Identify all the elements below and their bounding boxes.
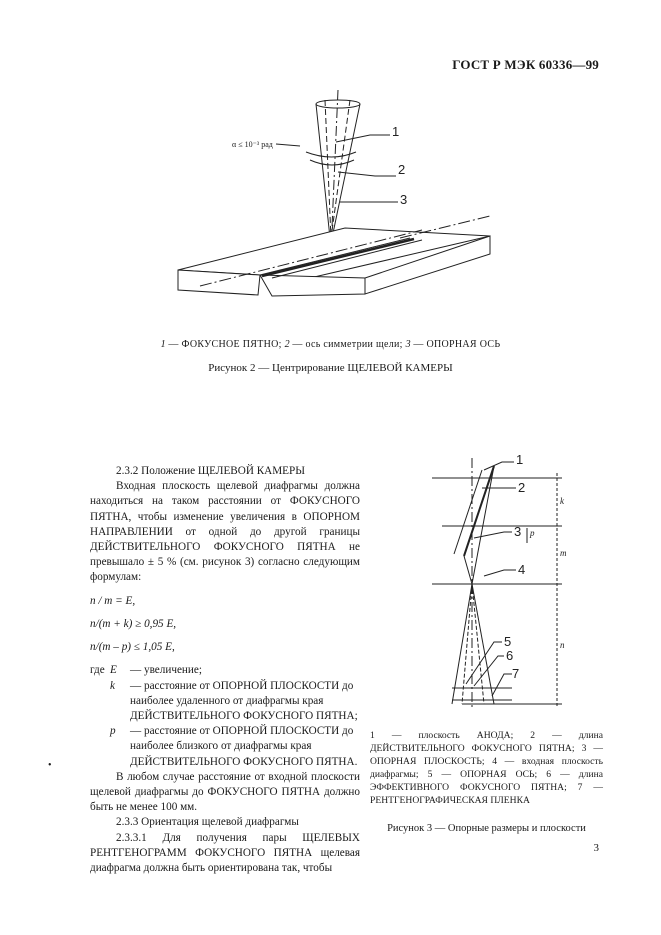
dim-m: m — [560, 548, 567, 558]
formula-3: n/(m – p) ≤ 1,05 E, — [90, 641, 175, 654]
fig3-callout-5: 5 — [504, 634, 512, 649]
definition-item: E — увеличение; — [110, 664, 202, 677]
document-header: ГОСТ Р МЭК 60336—99 — [452, 57, 599, 72]
fig3-callout-1: 1 — [516, 452, 524, 467]
fig3-callout-6: 6 — [506, 648, 514, 663]
fig3-callout-7: 7 — [512, 666, 520, 681]
dim-n: n — [560, 640, 565, 650]
dim-k: k — [560, 496, 564, 506]
subsection-heading: 2.3.3 Ориентация щелевой диафрагмы — [116, 816, 299, 829]
definition-item: k — расстояние от ОПОРНОЙ ПЛОСКОСТИ до наиболее удаленного от диафрагмы края ДЕЙСТВИТЕЛЬНОГО ФОКУСНОГО ПЯТНА; — [110, 679, 358, 723]
section-heading: 2.3.2 Положение ЩЕЛЕВОЙ КАМЕРЫ — [116, 465, 305, 477]
formula-1: n / m = E, — [90, 594, 136, 607]
figure-2-legend: 1 — ФОКУСНОЕ ПЯТНО; 2 — ось симметрии щели; 3 — ОПОРНАЯ ОСЬ — [160, 339, 501, 350]
fig3-callout-2: 2 — [518, 480, 526, 495]
figure-2-title: Рисунок 2 — Центрирование ЩЕЛЕВОЙ КАМЕРЫ — [208, 362, 453, 374]
paragraph-2: В любом случае расстояние от входной плоскости щелевой диафрагмы до ФОКУСНОГО ПЯТНА должно быть не менее 100 мм. — [90, 770, 360, 814]
margin-mark: • — [48, 760, 52, 771]
figure-3-legend: 1 — плоскость АНОДА; 2 — длина ДЕЙСТВИТЕЛЬНОГО ФОКУСНОГО ПЯТНА; 3 — ОПОРНАЯ ПЛОСКОСТЬ; 4 — входная плоскость диафрагмы; 5 — ОПОРНАЯ ОСЬ; 6 — длина ЭФФЕКТИВНОГО ФОКУСНОГО ПЯТНА; 7 — РЕНТГЕНОГРАФИЧЕСКАЯ ПЛЕНКА — [370, 730, 603, 806]
fig2-callout-3: 3 — [400, 192, 408, 207]
fig2-callout-1: 1 — [392, 124, 400, 139]
dim-p: p — [530, 528, 535, 538]
fig3-callout-4: 4 — [518, 562, 526, 577]
cone-top-ellipse — [316, 100, 360, 108]
definitions-list — [90, 663, 360, 769]
formula-2: n/(m + k) ≥ 0,95 E, — [90, 617, 177, 630]
paragraph-1: Входная плоскость щелевой диафрагмы должна находиться на таком расстоянии от ФОКУСНОГО ПЯТНА, чтобы изменение увеличения в ОПОРНОМ НАПРАВЛЕНИИ от одной до другой границы ДЕЙСТВИТЕЛЬНОГО ФОКУСНОГО ПЯТНА не превышало ± 5 % (см. рисунок 3) согласно следующим формулам: — [90, 480, 360, 584]
definition-item: p — расстояние от ОПОРНОЙ ПЛОСКОСТИ до наиболее близкого от диафрагмы края ДЕЙСТВИТЕЛЬНОГО ФОКУСНОГО ПЯТНА. — [110, 725, 358, 768]
fig2-callout-2: 2 — [398, 162, 406, 177]
figure-2-diagram — [160, 90, 500, 305]
where-label: где — [90, 664, 105, 677]
section-body — [90, 464, 360, 876]
figure-3-diagram — [432, 448, 592, 718]
figure-3-title: Рисунок 3 — Опорные размеры и плоскости — [387, 823, 586, 834]
alpha-label: α ≤ 10⁻³ рад — [232, 140, 273, 149]
paragraph-3: 2.3.3.1 Для получения пары ЩЕЛЕВЫХ РЕНТГЕНОГРАММ ФОКУСНОГО ПЯТНА щелевая диафрагма должна быть ориентирована так, чтобы — [90, 831, 360, 875]
fig3-callout-3: 3 — [514, 524, 522, 539]
page-number: 3 — [593, 842, 599, 854]
